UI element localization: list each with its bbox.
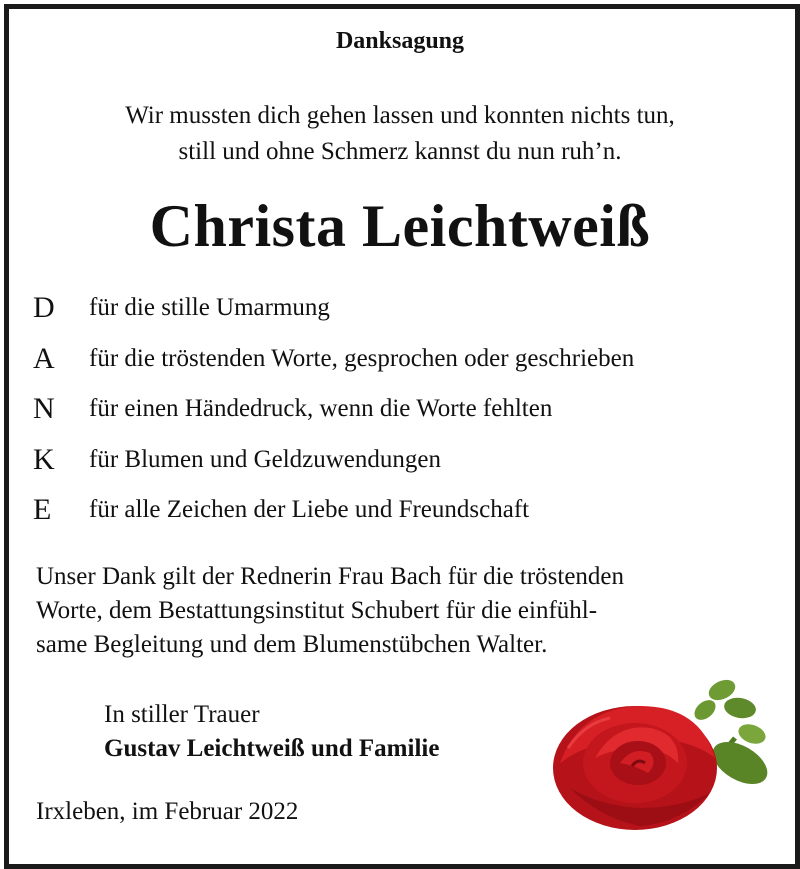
danke-text: für Blumen und Geldzuwendungen <box>89 445 442 473</box>
thanks-line: Unser Dank gilt der Rednerin Frau Bach für die tröstenden <box>36 563 625 590</box>
danke-letter: E <box>33 493 52 527</box>
danke-text: für die tröstenden Worte, gesprochen oder geschrieben <box>89 344 635 372</box>
danke-item <box>33 435 773 486</box>
danke-list <box>33 283 773 536</box>
deceased-name: Christa Leichtweiß <box>149 193 651 259</box>
poem-line: Wir mussten dich gehen lassen und konnten nichts tun, <box>125 102 675 129</box>
poem <box>0 98 800 170</box>
danke-letter: K <box>33 442 55 476</box>
danke-item <box>33 334 773 385</box>
danke-letter: A <box>33 341 55 375</box>
signoff-line: In stiller Trauer <box>104 701 260 728</box>
danke-item <box>33 384 773 435</box>
thanks-line: same Begleitung und dem Blumenstübchen Walter. <box>36 631 548 658</box>
notice-heading: Danksagung <box>335 28 465 54</box>
danke-letter: D <box>33 291 55 325</box>
danke-text: für die stille Umarmung <box>89 294 330 322</box>
signoff-family: Gustav Leichtweiß und Familie <box>104 735 440 762</box>
danke-text: für alle Zeichen der Liebe und Freundschaft <box>89 496 530 524</box>
poem-line: still und ohne Schmerz kannst du nun ruh’n. <box>178 138 622 165</box>
place-date: Irxleben, im Februar 2022 <box>36 798 299 825</box>
red-rose-image <box>540 668 780 848</box>
thanks-line: Worte, dem Bestattungsinstitut Schubert für die einfühl- <box>36 597 598 624</box>
danke-item <box>33 485 773 536</box>
signoff <box>104 698 439 766</box>
danke-item <box>33 283 773 334</box>
danke-letter: N <box>33 392 55 426</box>
thanks-paragraph <box>36 560 766 662</box>
danke-text: für einen Händedruck, wenn die Worte fehlten <box>89 395 553 423</box>
